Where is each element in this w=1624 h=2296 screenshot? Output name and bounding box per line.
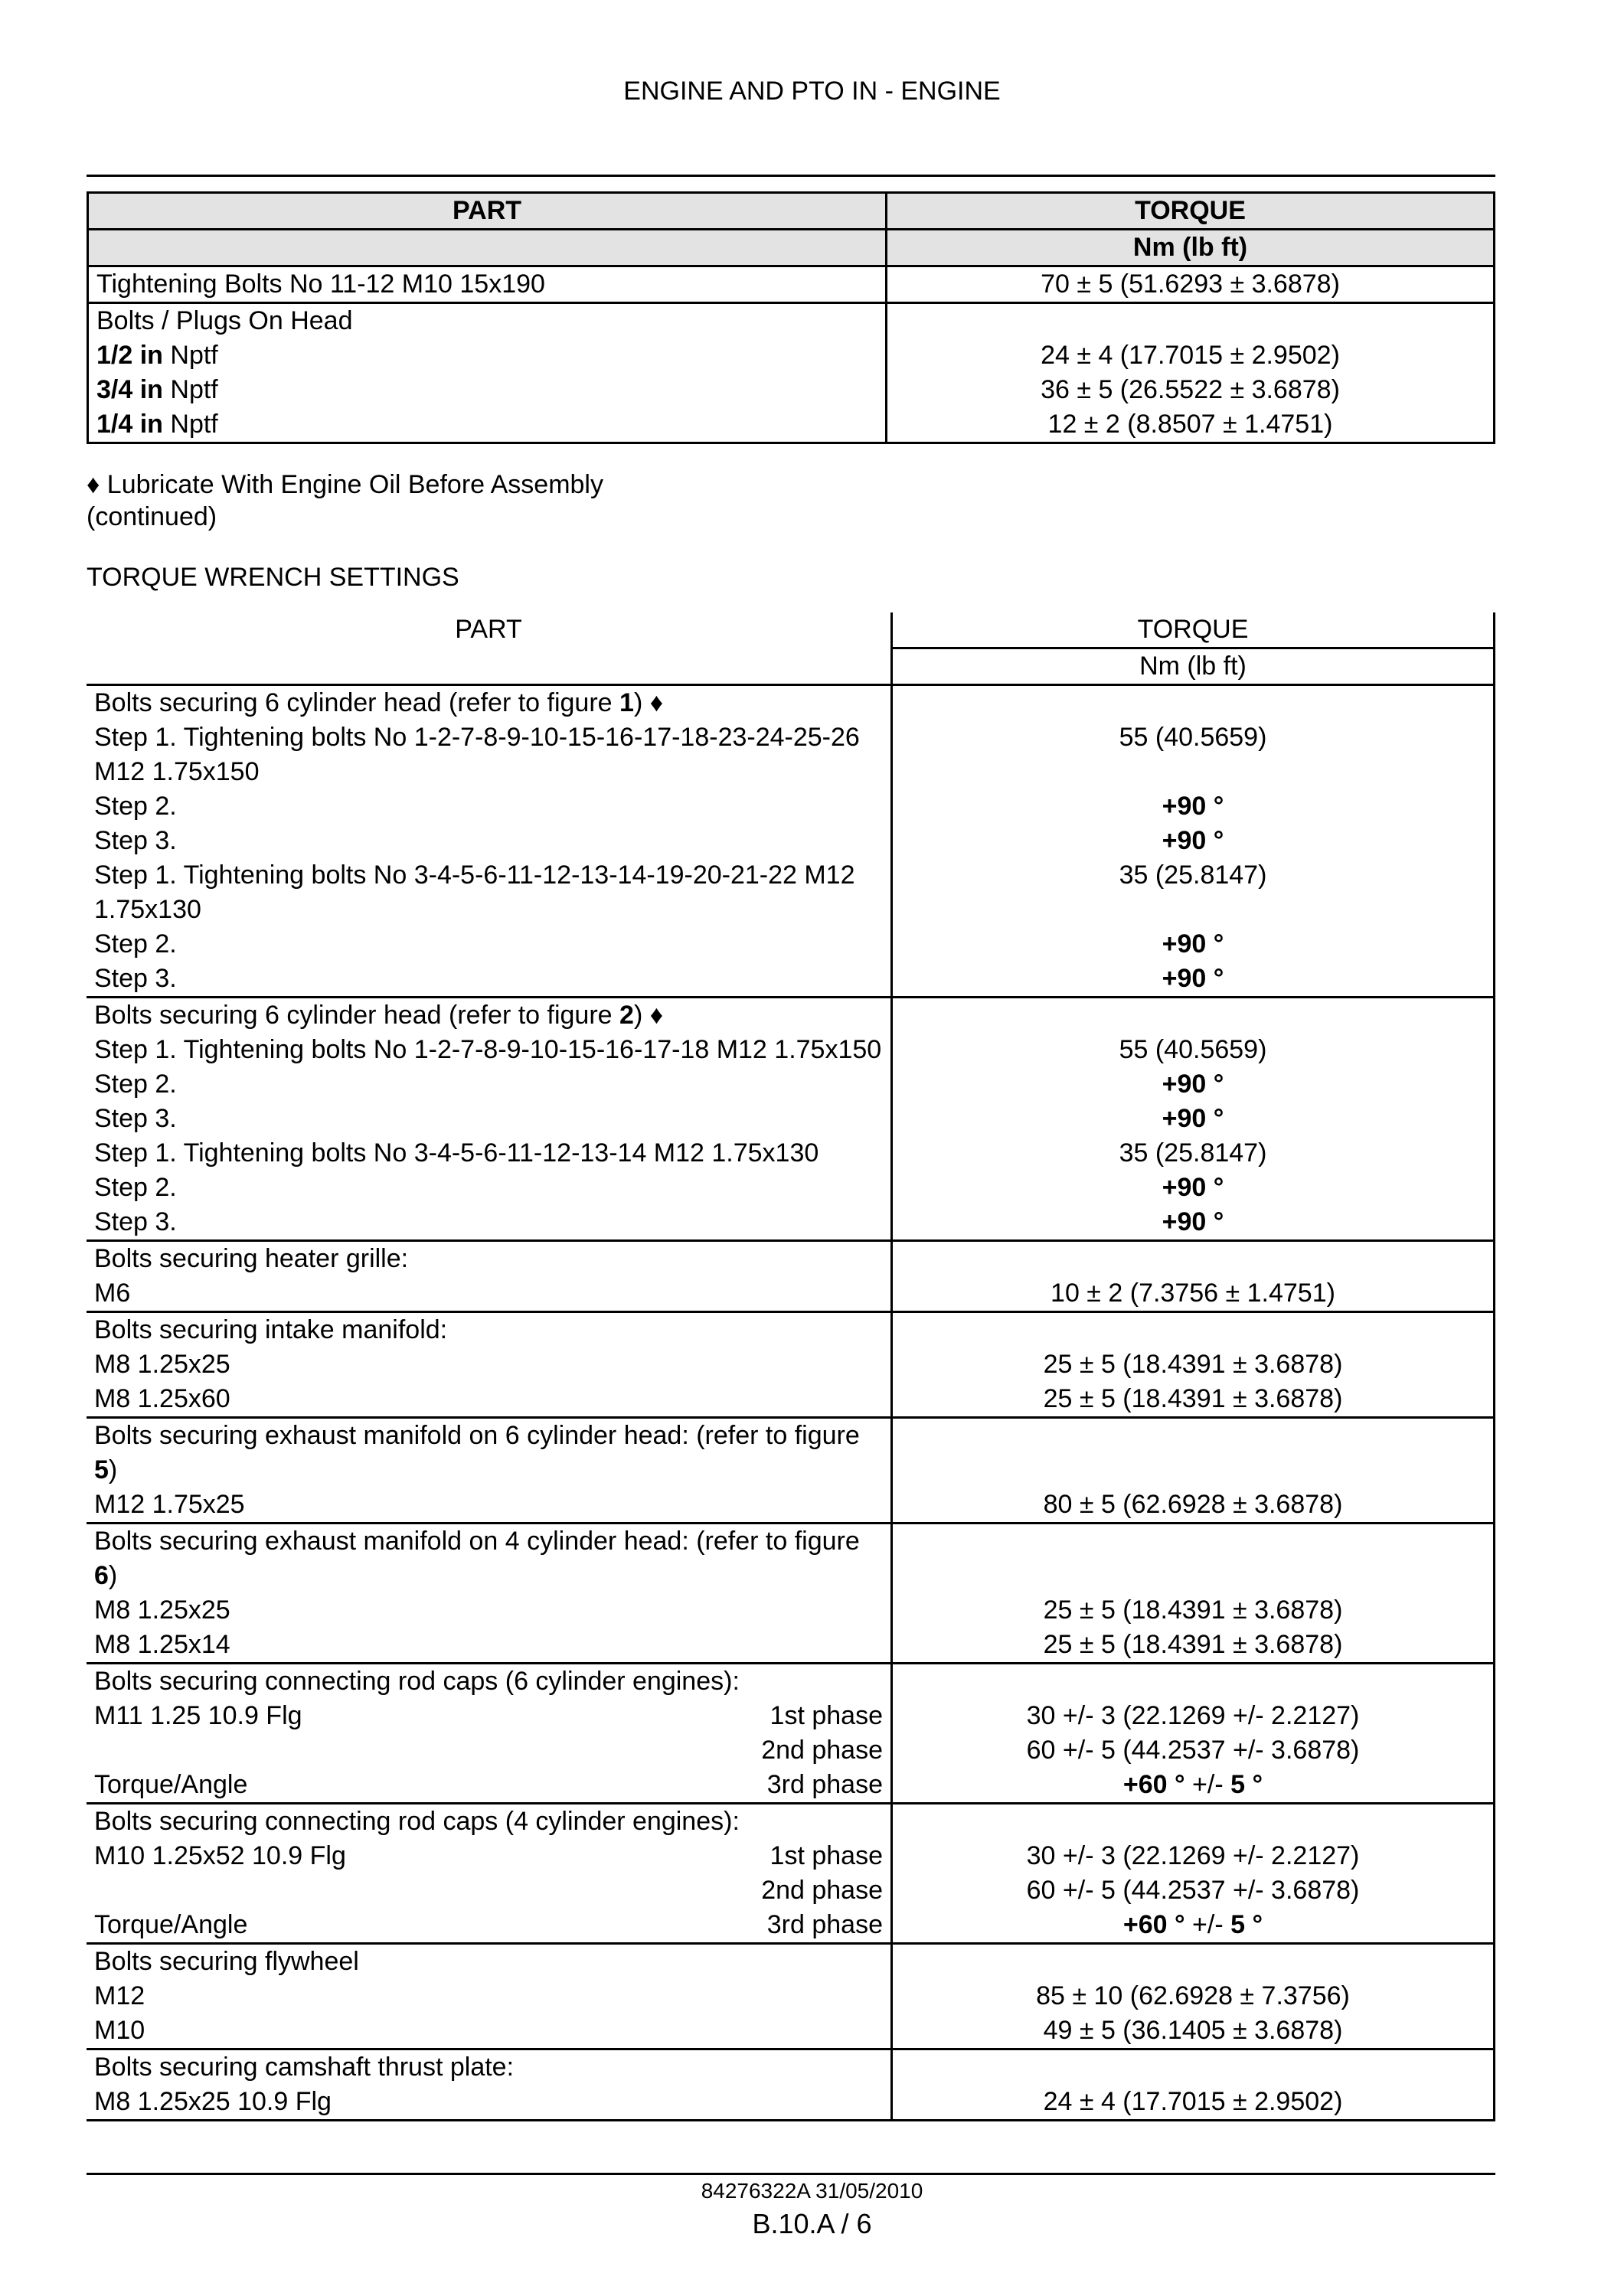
torque-cell: +90 ° — [892, 927, 1495, 962]
table-row — [87, 1033, 1495, 1067]
torque-cell: +90 ° — [892, 1205, 1495, 1241]
group-title: Bolts securing exhaust manifold on 6 cylinder head: (refer to figure 5) — [87, 1418, 892, 1488]
column-header-blank — [88, 230, 887, 266]
part-cell: M12 1.75x25 — [87, 1488, 892, 1524]
phase-label: 2nd phase — [761, 1876, 883, 1905]
phase-label: 3rd phase — [766, 1770, 883, 1799]
part-cell: M8 1.25x60 — [87, 1382, 892, 1418]
group-title: Bolts securing camshaft thrust plate: — [87, 2049, 892, 2085]
part-cell: M8 1.25x25 — [87, 1347, 892, 1382]
part-size: 1/2 in — [96, 341, 163, 370]
torque-cell: +90 ° — [892, 1067, 1495, 1102]
column-header-torque: TORQUE — [892, 612, 1495, 648]
group-title-row — [87, 685, 1495, 721]
torque-cell: 70 ± 5 (51.6293 ± 3.6878) — [887, 266, 1495, 303]
torque-cell: +90 ° — [892, 1171, 1495, 1205]
top-divider — [87, 175, 1495, 177]
part-thread: Nptf — [162, 410, 218, 439]
torque-cell: +60 ° +/- 5 ° — [892, 1768, 1495, 1804]
group-title: Bolts securing connecting rod caps (6 cylinder engines): — [87, 1664, 892, 1700]
group-title-row — [87, 1418, 1495, 1488]
part-cell: M8 1.25x25 10.9 Flg — [87, 2085, 892, 2121]
torque-cell: 25 ± 5 (18.4391 ± 3.6878) — [892, 1347, 1495, 1382]
torque-cell: 36 ± 5 (26.5522 ± 3.6878) — [887, 373, 1495, 407]
table-row — [87, 1102, 1495, 1136]
part-cell — [87, 1733, 892, 1768]
group-title-row — [87, 998, 1495, 1034]
torque-cell — [887, 303, 1495, 339]
torque-cell: 85 ± 10 (62.6928 ± 7.3756) — [892, 1979, 1495, 2013]
table-row — [87, 1347, 1495, 1382]
part-cell: M8 1.25x25 — [87, 1593, 892, 1628]
torque-cell — [892, 1804, 1495, 1840]
torque-cell: +60 ° +/- 5 ° — [892, 1908, 1495, 1944]
table-row — [87, 962, 1495, 998]
part-cell: Step 3. — [87, 962, 892, 998]
table-row — [87, 1067, 1495, 1102]
part-cell: Step 2. — [87, 1067, 892, 1102]
part-cell: Tightening Bolts No 11-12 M10 15x190 — [88, 266, 887, 303]
bottom-divider — [87, 2173, 1495, 2175]
table-row — [87, 1628, 1495, 1664]
group-title-row — [87, 1664, 1495, 1700]
torque-cell: 60 +/- 5 (44.2537 +/- 3.6878) — [892, 1733, 1495, 1768]
torque-cell: 24 ± 4 (17.7015 ± 2.9502) — [892, 2085, 1495, 2121]
phase-label: 1st phase — [770, 1701, 883, 1730]
page-number: B.10.A / 6 — [752, 2208, 872, 2239]
torque-cell — [892, 1664, 1495, 1700]
table-row — [87, 824, 1495, 858]
part-cell — [87, 1873, 892, 1908]
part-cell — [88, 407, 887, 443]
torque-cell — [892, 1524, 1495, 1594]
table-row — [87, 1733, 1495, 1768]
phase-label: 2nd phase — [761, 1736, 883, 1765]
group-title: Bolts securing connecting rod caps (4 cylinder engines): — [87, 1804, 892, 1840]
torque-cell: +90 ° — [892, 962, 1495, 998]
section-title: TORQUE WRENCH SETTINGS — [87, 563, 459, 592]
column-header-blank — [87, 648, 892, 685]
torque-cell: +90 ° — [892, 1102, 1495, 1136]
lubricate-note-text: ♦ Lubricate With Engine Oil Before Assembly — [87, 470, 603, 499]
table-row — [88, 407, 1495, 443]
part-cell: Step 1. Tightening bolts No 3-4-5-6-11-12-13-14 M12 1.75x130 — [87, 1136, 892, 1171]
part-cell: Torque/Angle 3rd phase — [87, 1768, 892, 1804]
column-header-unit: Nm (lb ft) — [887, 230, 1495, 266]
table-row — [88, 266, 1495, 303]
part-cell: Step 1. Tightening bolts No 1-2-7-8-9-10-15-16-17-18-23-24-25-26 M12 1.75x150 — [87, 720, 892, 789]
torque-cell: 55 (40.5659) — [892, 720, 1495, 789]
table-row — [87, 858, 1495, 927]
torque-cell: 30 +/- 3 (22.1269 +/- 2.2127) — [892, 1699, 1495, 1733]
table-row — [87, 1276, 1495, 1312]
part-cell: M11 1.25 10.9 Flg 1st phase — [87, 1699, 892, 1733]
part-cell: M12 — [87, 1979, 892, 2013]
group-title-row — [87, 1524, 1495, 1594]
table-row — [87, 1382, 1495, 1418]
table-row — [88, 303, 1495, 339]
table-row — [87, 927, 1495, 962]
torque-cell: 24 ± 4 (17.7015 ± 2.9502) — [887, 338, 1495, 373]
table-row — [87, 1873, 1495, 1908]
table-row — [87, 2085, 1495, 2121]
table-row — [87, 1488, 1495, 1524]
group-title-row — [87, 1804, 1495, 1840]
table-row — [87, 1593, 1495, 1628]
group-title: Bolts securing 6 cylinder head (refer to figure 2) ♦ — [87, 998, 892, 1034]
part-cell: Step 3. — [87, 1205, 892, 1241]
lubricate-note — [87, 469, 603, 533]
group-title: Bolts securing heater grille: — [87, 1241, 892, 1277]
table-row — [87, 789, 1495, 824]
part-cell — [88, 373, 887, 407]
torque-cell: 25 ± 5 (18.4391 ± 3.6878) — [892, 1628, 1495, 1664]
torque-cell — [892, 1241, 1495, 1277]
torque-cell: +90 ° — [892, 824, 1495, 858]
table-row — [87, 1205, 1495, 1241]
table-header-unit-row — [88, 230, 1495, 266]
torque-cell: 25 ± 5 (18.4391 ± 3.6878) — [892, 1593, 1495, 1628]
torque-cell — [892, 998, 1495, 1034]
column-header-torque: TORQUE — [887, 193, 1495, 230]
torque-cell: 35 (25.8147) — [892, 858, 1495, 927]
part-thread: Nptf — [162, 375, 218, 404]
table-header-row — [88, 193, 1495, 230]
torque-cell: 49 ± 5 (36.1405 ± 3.6878) — [892, 2013, 1495, 2049]
part-cell: Step 3. — [87, 1102, 892, 1136]
torque-table-head-plugs — [87, 191, 1495, 444]
document-code: 84276322A 31/05/2010 — [701, 2179, 923, 2203]
group-title-row — [87, 2049, 1495, 2085]
torque-cell — [892, 1312, 1495, 1348]
column-header-unit: Nm (lb ft) — [892, 648, 1495, 685]
table-row — [87, 1908, 1495, 1944]
group-title-row — [87, 1241, 1495, 1277]
group-title-row — [87, 1944, 1495, 1980]
torque-cell — [892, 1944, 1495, 1980]
table-row — [87, 720, 1495, 789]
torque-cell: 12 ± 2 (8.8507 ± 1.4751) — [887, 407, 1495, 443]
table-row — [87, 2013, 1495, 2049]
phase-label: 1st phase — [770, 1841, 883, 1870]
part-cell: Bolts / Plugs On Head — [88, 303, 887, 339]
table-row — [87, 1979, 1495, 2013]
table-row — [87, 1768, 1495, 1804]
part-cell: M10 — [87, 2013, 892, 2049]
table-row — [88, 373, 1495, 407]
torque-cell: 55 (40.5659) — [892, 1033, 1495, 1067]
torque-cell: 60 +/- 5 (44.2537 +/- 3.6878) — [892, 1873, 1495, 1908]
part-cell: Step 3. — [87, 824, 892, 858]
column-header-part: PART — [88, 193, 887, 230]
part-cell: Step 2. — [87, 927, 892, 962]
phase-label: 3rd phase — [766, 1910, 883, 1939]
part-cell: M6 — [87, 1276, 892, 1312]
torque-cell — [892, 2049, 1495, 2085]
torque-cell: 80 ± 5 (62.6928 ± 3.6878) — [892, 1488, 1495, 1524]
table-row — [87, 1171, 1495, 1205]
part-thread: Nptf — [162, 341, 218, 370]
table-row — [87, 1699, 1495, 1733]
torque-cell: 30 +/- 3 (22.1269 +/- 2.2127) — [892, 1839, 1495, 1873]
torque-cell: 10 ± 2 (7.3756 ± 1.4751) — [892, 1276, 1495, 1312]
table-row — [88, 338, 1495, 373]
torque-cell — [892, 1418, 1495, 1488]
part-cell: Torque/Angle 3rd phase — [87, 1908, 892, 1944]
page-title: ENGINE AND PTO IN - ENGINE — [623, 77, 1001, 106]
table-row — [87, 1839, 1495, 1873]
torque-cell: 25 ± 5 (18.4391 ± 3.6878) — [892, 1382, 1495, 1418]
column-header-part: PART — [87, 612, 892, 648]
part-cell: Step 1. Tightening bolts No 1-2-7-8-9-10-15-16-17-18 M12 1.75x150 — [87, 1033, 892, 1067]
table-row — [87, 1136, 1495, 1171]
group-title-row — [87, 1312, 1495, 1348]
table-header-unit-row — [87, 648, 1495, 685]
part-cell: Step 1. Tightening bolts No 3-4-5-6-11-12-13-14-19-20-21-22 M12 1.75x130 — [87, 858, 892, 927]
part-cell: Step 2. — [87, 789, 892, 824]
continued-note: (continued) — [87, 502, 217, 531]
torque-wrench-settings-table — [87, 612, 1495, 2121]
part-cell: M10 1.25x52 10.9 Flg 1st phase — [87, 1839, 892, 1873]
torque-cell: +90 ° — [892, 789, 1495, 824]
part-size: 3/4 in — [96, 375, 163, 404]
group-title: Bolts securing exhaust manifold on 4 cylinder head: (refer to figure 6) — [87, 1524, 892, 1594]
part-cell — [88, 338, 887, 373]
torque-cell — [892, 685, 1495, 721]
part-size: 1/4 in — [96, 410, 163, 439]
group-title: Bolts securing intake manifold: — [87, 1312, 892, 1348]
table-header-row — [87, 612, 1495, 648]
torque-cell: 35 (25.8147) — [892, 1136, 1495, 1171]
group-title: Bolts securing flywheel — [87, 1944, 892, 1980]
part-cell: Step 2. — [87, 1171, 892, 1205]
group-title: Bolts securing 6 cylinder head (refer to figure 1) ♦ — [87, 685, 892, 721]
part-cell: M8 1.25x14 — [87, 1628, 892, 1664]
